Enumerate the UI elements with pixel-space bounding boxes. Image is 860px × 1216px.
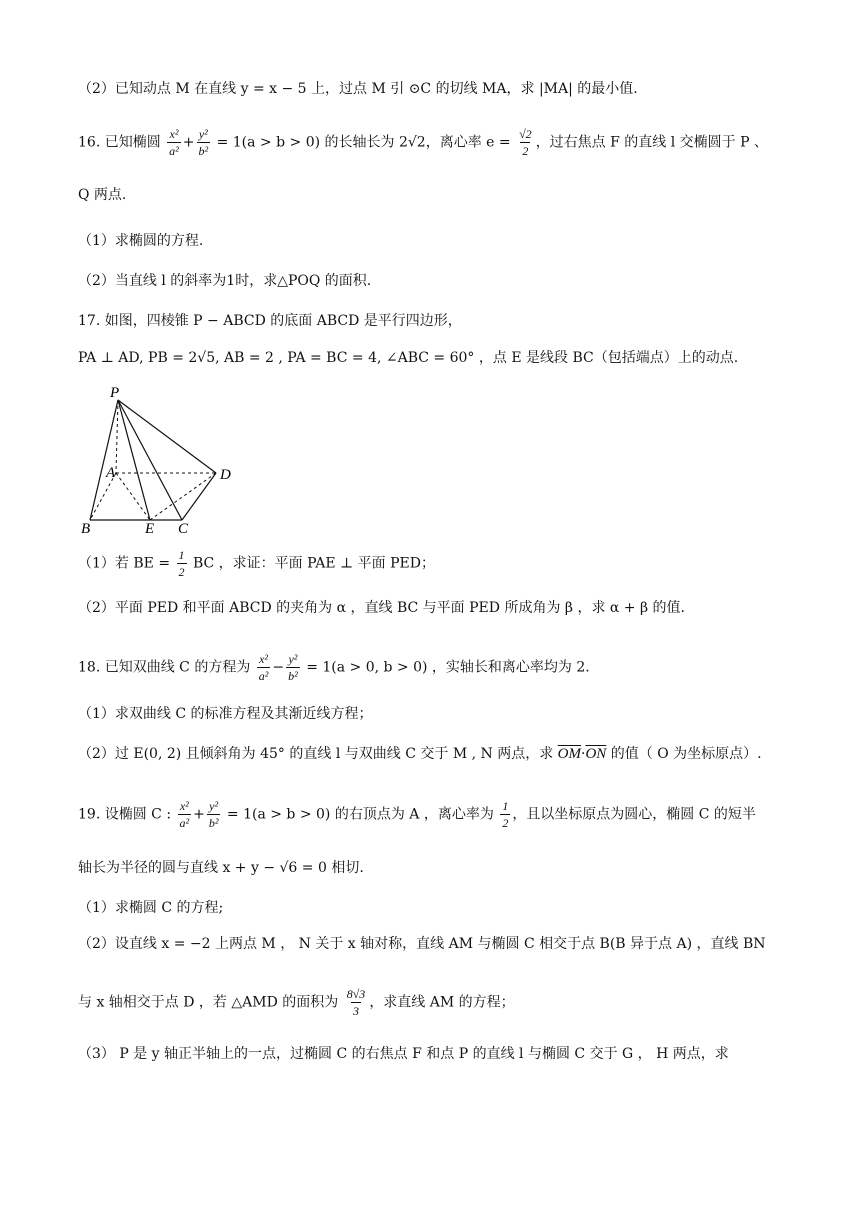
label-B: B [81, 521, 91, 535]
q17-stem-a: 17. 如图，四棱锥 P − ABCD 的底面 ABCD 是平行四边形， [78, 313, 462, 329]
label-E: E [145, 521, 155, 535]
fraction-sqrt2-2: $\frac{√2}{2}$ [519, 127, 532, 158]
q16-stem-b: 的长轴长为 2√2，离心率 e = [324, 134, 511, 151]
q17-stem-b: PA ⊥ AD, PB = 2√5, AB = 2 , PA = BC = 4, ∠ABC = 60° ，点 E 是线段 BC（包括端点）上的动点. [78, 350, 739, 366]
q19-part3: （3） P 是 y 轴正半轴上的一点，过椭圆 C 的右焦点 F 和点 P 的直线 l 与椭圆 C 交于 G ， H 两点，求 [78, 1046, 729, 1062]
pyramid-figure [78, 385, 248, 535]
fraction-x2-a2: $\frac{\text{x²}}{\text{a²}}$ [258, 652, 269, 683]
q19-part2-a: （2）设直线 x = −2 上两点 M ， N 关于 x 轴对称，直线 AM 与椭圆 C 相交于点 B(B 异于点 A) ，直线 BN [78, 936, 766, 952]
label-C: C [178, 521, 189, 535]
q16-stem-d: Q 两点. [78, 187, 127, 203]
q18-stem: 18. 已知双曲线 C 的方程为 $\frac{\text{x²}}{\text{a²}}$ − $\frac{\text{y²}}{\text{b²}}$ = 1(a > 0, b > 0) ，实轴长和离心率均为 2. [78, 652, 590, 683]
q19-stem-d: 轴长为半径的圆与直线 x + y − √6 = 0 相切. [78, 860, 364, 876]
fraction-x2-a2: $\frac{\text{x²}}{\text{a²}}$ [179, 799, 190, 830]
q18-part2: （2）过 E(0, 2) 且倾斜角为 45° 的直线 l 与双曲线 C 交于 M , N 两点，求 $\overline{OM}\cdot\overline{ON}$ 的值（ O 为坐标原点）. [78, 746, 762, 762]
vector-on: $\overline{ON}$ [585, 746, 607, 762]
q16-part2: （2）当直线 l 的斜率为1时，求△POQ 的面积. [78, 273, 372, 289]
q16-stem-c: ，过右焦点 F 的直线 l 交椭圆于 P 、 [535, 134, 768, 151]
fraction-x2-a2: $\frac{\text{x²}}{\text{a²}}$ [169, 127, 179, 158]
fraction-8sqrt3-3: $\frac{8√3}{3}$ [346, 987, 366, 1018]
vector-om: $\overline{OM}$ [557, 746, 581, 762]
q15-part2: （2）已知动点 M 在直线 y = x − 5 上，过点 M 引 ⊙C 的切线 MA，求 |MA| 的最小值. [78, 81, 638, 97]
fraction-1-2: $\frac{1}{2}$ [178, 548, 185, 579]
fraction-1-2: $\frac{1}{2}$ [502, 799, 509, 830]
q17-part2: （2）平面 PED 和平面 ABCD 的夹角为 α ，直线 BC 与平面 PED 所成角为 β ，求 α + β 的值. [78, 600, 685, 616]
q16-part1: （1）求椭圆的方程. [78, 233, 204, 249]
fraction-y2-b2: $\frac{\text{y²}}{\text{b²}}$ [288, 652, 298, 683]
q17-part1: （1）若 BE = $\frac{1}{2}$ BC ，求证：平面 PAE ⊥ 平面 PED； [78, 548, 435, 579]
fraction-y2-b2: $\frac{\text{y²}}{\text{b²}}$ [208, 799, 219, 830]
q18-part1: （1）求双曲线 C 的标准方程及其渐近线方程； [78, 706, 373, 722]
q16-stem: 16. 已知椭圆 $\frac{\text{x²}}{\text{a²}}$ + $\frac{\text{y²}}{\text{b²}}$ = 1(a > b > 0) 的长轴长为 2√2，离心率 e = $\frac{√2}{2}$ ，过右焦点 F 的直线 l 交椭圆于 P 、 [78, 127, 768, 158]
q19-part1: （1）求椭圆 C 的方程; [78, 900, 224, 916]
fraction-y2-b2: $\frac{\text{y²}}{\text{b²}}$ [198, 127, 209, 158]
label-A: A [106, 465, 116, 481]
q16-stem-a: 16. 已知椭圆 [78, 134, 161, 151]
q19-stem: 19. 设椭圆 C : $\frac{\text{x²}}{\text{a²}}$ + $\frac{\text{y²}}{\text{b²}}$ = 1(a > b > 0) 的右顶点为 A ，离心率为 $\frac{1}{2}$ ，且以坐标原点为圆心，椭圆 C 的短半 [78, 799, 756, 830]
q19-part2-b: 与 x 轴相交于点 D ，若 △AMD 的面积为 $\frac{8√3}{3}$ ，求直线 AM 的方程； [78, 987, 515, 1018]
label-P: P [110, 385, 120, 401]
label-D: D [220, 467, 231, 483]
q16-ellipse-eq: = 1(a > b > 0) [216, 134, 321, 151]
